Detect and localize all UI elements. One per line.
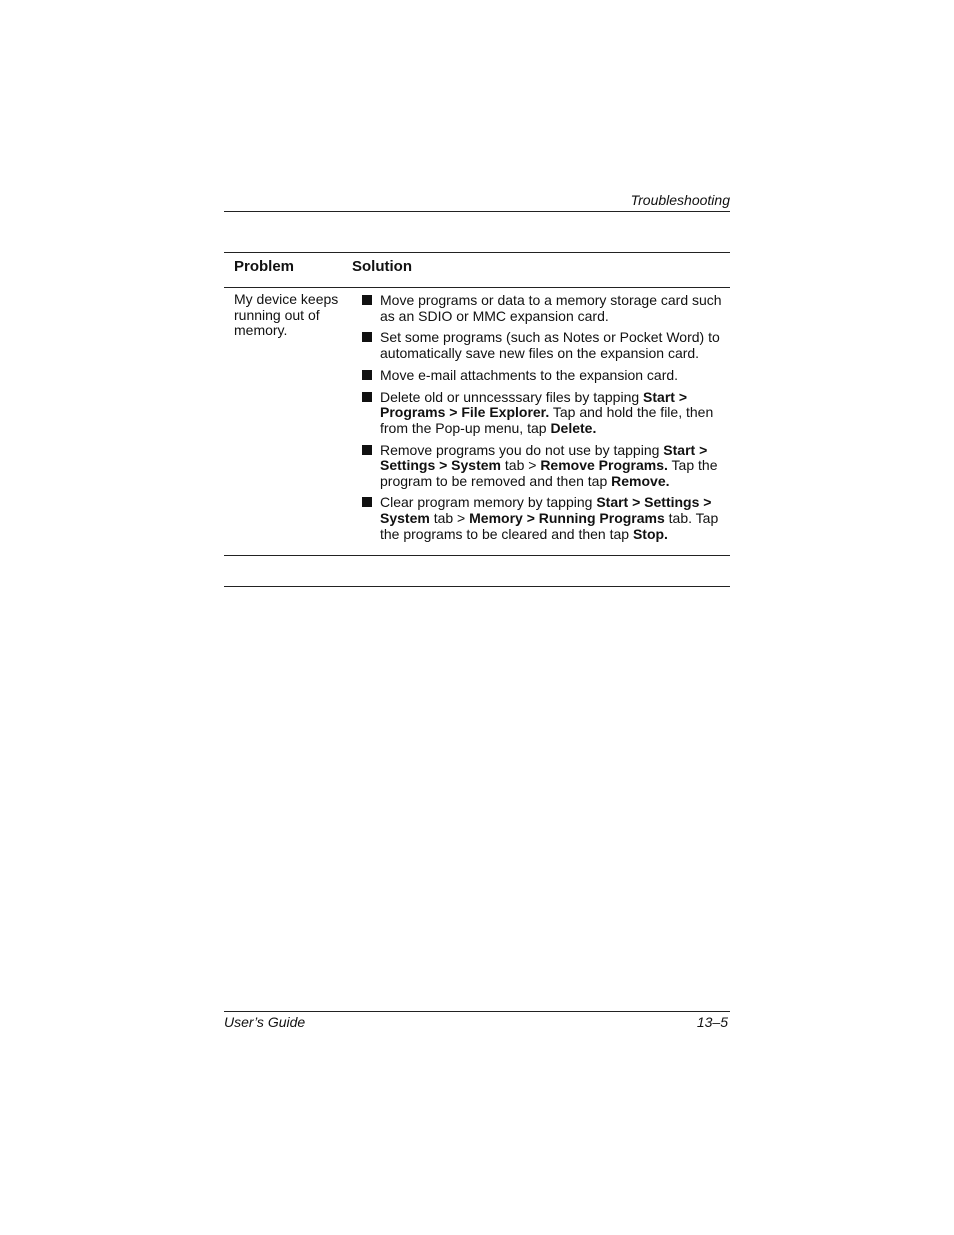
solution-item <box>362 293 728 324</box>
solution-text: Move e-mail attachments to the expansion card. <box>380 366 679 383</box>
running-header-title: Troubleshooting <box>630 192 730 208</box>
solution-text: Remove programs you do not use by tapping <box>380 441 664 458</box>
square-bullet-icon <box>362 445 372 455</box>
solution-item <box>362 390 728 437</box>
solution-bold-text: Start > Settings > System <box>380 441 708 474</box>
footer-guide-title: User’s Guide <box>224 1014 306 1030</box>
square-bullet-icon <box>362 295 372 305</box>
solution-item <box>362 443 728 490</box>
solution-item <box>362 495 728 542</box>
square-bullet-icon <box>362 392 372 402</box>
solution-bold-text: Start > Programs > File Explorer. <box>380 388 688 421</box>
footer-page-number: 13–5 <box>696 1014 728 1030</box>
solution-text: Tap the program to be removed and then tap <box>380 457 718 489</box>
section-end-rule <box>224 586 730 587</box>
square-bullet-icon <box>362 332 372 342</box>
solution-bold-text: Delete. <box>550 419 597 436</box>
header-rule <box>224 211 730 212</box>
solution-text: Clear program memory by tapping <box>380 494 597 511</box>
solution-text: tab. Tap the programs to be cleared and then tap <box>380 510 719 542</box>
solution-bold-text: Stop. <box>632 525 668 542</box>
solution-text: Tap and hold the file, then from the Pop-up menu, tap <box>380 404 714 436</box>
solution-text: Set some programs (such as Notes or Pocket Word) to automatically save new files on the expansion card. <box>380 329 720 361</box>
square-bullet-icon <box>362 497 372 507</box>
solution-text: tab > <box>429 510 470 527</box>
square-bullet-icon <box>362 370 372 380</box>
solution-bold-text: Remove Programs. <box>540 457 668 474</box>
solution-item <box>362 330 728 361</box>
solution-text: Move programs or data to a memory storage card such as an SDIO or MMC expansion card. <box>380 292 722 324</box>
table-bottom-rule <box>224 555 730 556</box>
solution-list <box>362 293 728 548</box>
solution-text: tab > <box>501 457 541 474</box>
solution-item <box>362 368 728 384</box>
solution-text: Delete old or unncesssary files by tapping <box>380 388 644 405</box>
solution-bold-text: Memory > Running Programs <box>469 510 665 527</box>
problem-cell: My device keeps running out of memory. <box>234 291 339 339</box>
table-top-rule <box>224 252 730 253</box>
footer-rule <box>224 1011 730 1012</box>
table-header-rule <box>224 287 730 288</box>
column-header-solution: Solution <box>352 258 412 275</box>
column-header-problem: Problem <box>234 258 295 275</box>
solution-bold-text: Start > Settings > System <box>380 494 712 527</box>
solution-bold-text: Remove. <box>611 472 670 489</box>
